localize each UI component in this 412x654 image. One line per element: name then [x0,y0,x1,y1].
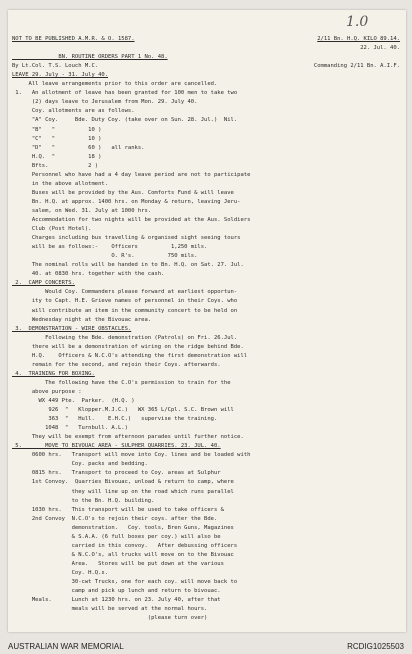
document-line [8,316,406,324]
document-line [8,270,406,278]
document-line [8,605,406,613]
document-page [8,10,406,632]
line-text: H.Q. Officers & N.C.O's attending the first demonstration will [12,352,248,359]
line-text: in the above allotment. [12,180,109,187]
document-line [8,153,406,161]
line-text: there will be a demonstration of wiring on the ridge behind Bde. [12,343,244,350]
line-text-right: 22. Jul. 40. [360,45,400,52]
line-text: Area. Stores will be put down at the various [12,560,224,567]
document-line [8,460,406,468]
line-text: Bfts. 2 ) [12,162,99,169]
document-line [8,297,406,305]
document-line [8,116,406,124]
document-line [8,551,406,559]
line-text: to the Bn. H.Q. building. [12,497,155,504]
document-line [8,288,406,296]
line-text: 2. CAMP CONCERTS. [12,280,75,287]
line-text: O. R's. 750 mils. [12,253,198,260]
line-text: H.Q. " 18 ) [12,153,102,160]
line-text: salem, on Wed. 31. July at 1000 hrs. [12,207,152,214]
line-text: Charges including bus travelling & organised sight seeing tours [12,235,241,242]
document-line [8,198,406,206]
document-line [8,361,406,369]
document-line [8,216,406,224]
document-line [8,162,406,170]
line-text: 40. at 0830 hrs. together with the cash. [12,271,165,278]
line-text: (please turn over) [12,615,208,622]
document-line [8,343,406,351]
line-text: NOT TO BE PUBLISHED A.M.R. & O. 1587. [12,36,135,42]
line-text: Coy. packs and bedding. [12,461,148,468]
line-text: (2) days leave to Jerusalem from Mon. 29. July 40. [12,99,198,106]
document-line [8,515,406,523]
document-line [8,126,406,134]
line-text: By Lt.Col. T.S. Louch M.C. [12,63,99,70]
line-text: 0600 hrs. Transport will move into Coy. lines and be loaded with [12,452,251,459]
document-line [8,98,406,106]
document-line [8,587,406,595]
document-line [8,80,406,88]
archive-footer [0,639,412,654]
line-text: demonstration. Coy. tools, Bren Guns, Magazines [12,524,234,531]
line-text: Coy. allotments are as follows. [12,108,135,115]
document-line [8,433,406,441]
line-text: camp and pick up lunch and return to bivouac. [12,588,221,595]
line-text: All leave arrangements prior to this order are cancelled. [12,81,218,88]
line-text: "B" " 10 ) [12,126,102,133]
document-line [8,614,406,622]
document-line [8,596,406,604]
document-line [8,533,406,541]
document-line [8,62,406,70]
document-line [8,307,406,315]
document-line [8,506,406,514]
document-line [8,261,406,269]
line-text: 5. MOVE TO BIVOUAC AREA - SULPHER QUARRIES. 23. JUL. 40. [12,443,221,450]
line-text-right: 2/11 Bn. H.Q. KILO 89.14. [317,36,400,42]
document-line [8,578,406,586]
document-line [8,488,406,496]
document-line [8,334,406,342]
line-text: Would Coy. Commanders please forward at earliest opportun- [12,289,238,296]
line-text: "C" " 10 ) [12,135,102,142]
document-line [8,379,406,387]
document-line [8,397,406,405]
line-text: Wednesday night at the Bivouac area. [12,316,152,323]
line-text: will contribute an item in the community concert to be held on [12,307,238,314]
document-line [8,279,406,287]
document-line [8,424,406,432]
document-line [8,107,406,115]
document-line [8,352,406,360]
line-text: above purpose : [12,388,82,395]
line-text: Coy. H.Q.s. [12,569,109,576]
document-line [8,524,406,532]
document-line [8,569,406,577]
line-text: Following the Bde. demonstration (Patrols) on Fri. 26.Jul. [12,334,238,341]
document-line [8,560,406,568]
handwritten-annotation: 1.0 [346,14,369,30]
line-text: Club (Post Hotel). [12,226,92,233]
document-line [8,451,406,459]
document-line [8,243,406,251]
line-text: 30-cwt Trucks, one for each coy. will move back to [12,579,238,585]
document-line [8,35,406,43]
line-text: 1048 " Turnbull. A.L.) [12,425,128,432]
document-line [8,388,406,396]
line-text: 0815 hrs. Transport to proceed to Coy. areas at Sulphur [12,470,221,477]
line-text: "A" Coy. Bde. Duty Coy. (take over on Sun. 28. Jul.) Nil. [12,117,238,124]
document-line [8,135,406,143]
document-line [8,469,406,477]
document-line [8,171,406,179]
document-line [8,189,406,197]
line-text: The following have the C.O's permission to train for the [12,379,231,386]
line-text: Accommodation for two nights will be provided at the Aus. Soldiers [12,217,251,223]
line-text: Buses will be provided by the Aus. Comforts Fund & will leave [12,189,234,196]
document-line [8,252,406,260]
line-text: 926 " Klopper.M.J.C.) WX 365 L/Cpl. S.C. Brown will [12,407,234,414]
line-text: meals will be served at the normal hours. [12,606,208,613]
document-line [8,207,406,215]
document-line [8,415,406,423]
line-text: "D" " 60 ) all ranks. [12,144,145,151]
document-line [8,53,406,61]
line-text-right: Commanding 2/11 Bn. A.I.F. [313,63,400,70]
document-line [8,542,406,550]
line-text: 1. An allotment of leave has been granted for 100 men to take two [12,90,238,97]
document-line [8,325,406,333]
line-text: they will line up on the road which runs parallel [12,488,234,495]
line-text: Personnel who have had a 4 day leave period are not to participate [12,171,251,178]
footer-reference: RCDIG1025503 [347,642,404,651]
document-line [8,478,406,486]
line-text: The nominal rolls will be handed in to Bn. H.Q. on Sat. 27. Jul. [12,262,244,269]
document-line [8,442,406,450]
line-text: 363 " Hull. E.H.C.) supervise the training. [12,416,218,423]
line-text: 1st Convoy. Quarries Bivouac, unload & return to camp, where [12,479,234,486]
line-text: 1030 hrs. This transport will be used to take officers & [12,506,224,513]
line-text: Meals. Lunch at 1230 hrs. on 23. July 40, after that [12,597,221,604]
line-text: 3. DEMONSTRATION - WIRE OBSTACLES. [12,325,132,332]
line-text: carried in this convoy. After debussing officers [12,542,238,549]
line-text: WX 449 Pte. Parker. (H.Q. ) [12,398,135,404]
line-text: & S.A.A. (6 full boxes per coy.) will also be [12,533,221,540]
line-text: They will be exempt from afternoon parades until further notice. [12,434,244,441]
footer-source: AUSTRALIAN WAR MEMORIAL [8,642,124,651]
document-line [8,44,406,52]
document-line [8,180,406,188]
document-line [8,71,406,79]
line-text: BN. ROUTINE ORDERS PART 1 No. 48. [12,54,168,61]
document-line [8,89,406,97]
document-line [8,225,406,233]
document-line [8,406,406,414]
line-text: & N.C.O's, all trucks will move on to the Bivouac [12,551,234,558]
document-line [8,497,406,505]
line-text: ity to Capt. H.E. Grieve names of personnel in their Coys. who [12,298,238,305]
document-line [8,370,406,378]
document-line [8,144,406,152]
line-text: 4. TRAINING FOR BOXING. [12,370,95,377]
line-text: Bn. H.Q. at approx. 1400 hrs. on Monday & return, leaving Jeru- [12,198,241,205]
line-text: 2nd Convoy N.C.O's to rejoin their coys. after the Bde. [12,515,218,522]
line-text: will be as follows:- Officers 1,250 mils. [12,244,208,251]
line-text: remain for the second, and rejoin their Coys. afterwards. [12,361,221,368]
line-text: LEAVE 29. July - 31. July 40. [12,72,109,79]
document-line [8,234,406,242]
